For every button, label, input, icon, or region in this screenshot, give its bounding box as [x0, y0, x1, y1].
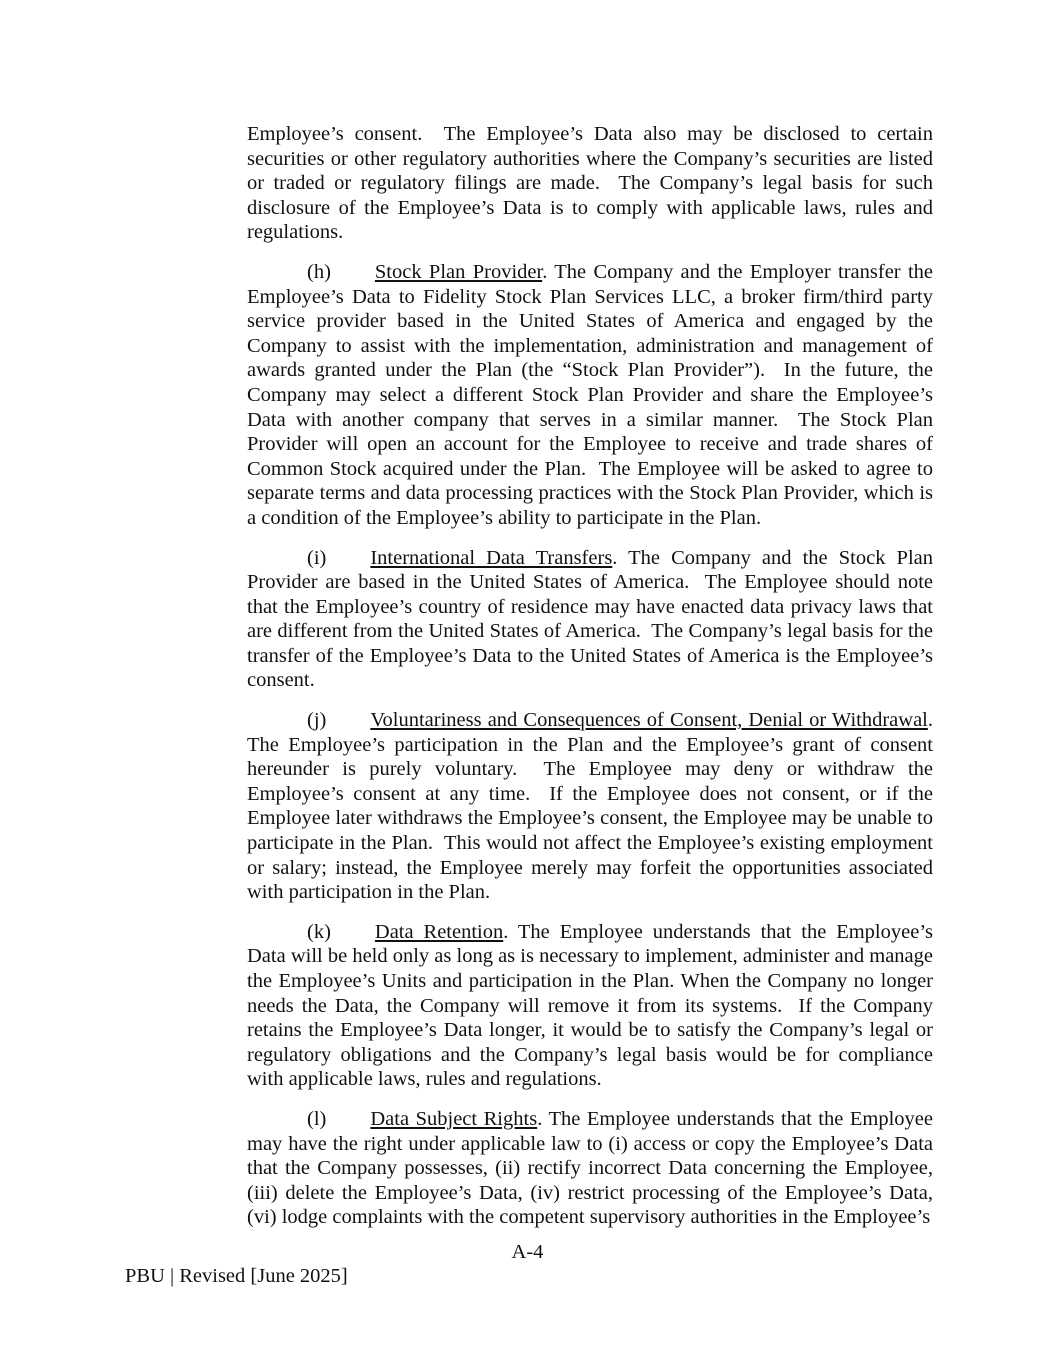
paragraph-text: . The Employee’s participation in the Plan and the Employee’s grant of consent hereunder is purely voluntary. The Employee may deny or withdraw the Employee’s consent at any time. If the Employee does not consent, or if the Employee later withdraws the Employee’s consent, the Employee may be unable to participate in the Plan. This would not affect the Employee’s existing employment or salary; instead, the Employee merely may forfeit the opportunities associated with participation in the Plan. — [247, 709, 939, 904]
paragraph-text: Employee’s consent. The Employee’s Data also may be disclosed to certain securities or other regulatory authorities where the Company’s securities are listed or traded or regulatory filings are made. The Company’s legal basis for such disclosure of the Employee’s Data is to comply with applicable laws, rules and regulations. — [247, 123, 939, 244]
paragraph-text: . The Company and the Stock Plan Provider are based in the United States of America. The Employee should note that the Employee’s country of residence may have enacted data privacy laws that are different from the United States of America. The Company’s legal basis for the transfer of the Employee’s Data to the United States of America is the Employee’s consent. — [247, 546, 939, 692]
paragraph-text: . The Company and the Employer transfer the Employee’s Data to Fidelity Stock Plan Services LLC, a broker firm/third party service provider based in the United States of America and engaged by the Company to assist with the implementation, administration and management of awards granted under the Plan (the “Stock Plan Provider”). In the future, the Company may select a different Stock Plan Provider and share the Employee’s Data with another company that serves in a similar manner. The Stock Plan Provider will open an account for the Employee to receive and trade shares of Common Stock acquired under the Plan. The Employee will be asked to agree to separate terms and data processing practices with the Stock Plan Provider, which is a condition of the Employee’s ability to participate in the Plan. — [247, 260, 939, 529]
paragraph-heading: Data Subject Rights — [370, 1107, 538, 1130]
paragraph-letter: (k) — [307, 920, 331, 943]
paragraph-g-continuation — [247, 122, 939, 245]
paragraph-l-data-subject-rights — [247, 1107, 939, 1230]
paragraph-i-international-data-transfers — [247, 546, 939, 694]
document-body — [247, 122, 939, 1245]
paragraph-heading: Voluntariness and Consequences of Consent, Denial or Withdrawal — [370, 709, 928, 732]
footer-revision-label: PBU | Revised [June 2025] — [125, 1265, 348, 1287]
paragraph-text: . The Employee understands that the Employee may have the right under applicable law to (i) access or copy the Employee’s Data that the Company possesses, (ii) rectify incorrect Data concerning the Employee, (iii) delete the Employee’s Data, (iv) restrict processing of the Employee’s Data, (vi) lodge complaints with the competent supervisory authorities in the Employee’s — [247, 1107, 939, 1229]
paragraph-k-data-retention — [247, 920, 939, 1092]
paragraph-letter: (h) — [307, 260, 331, 283]
paragraph-heading: Data Retention — [374, 920, 504, 943]
paragraph-heading: Stock Plan Provider — [374, 260, 543, 283]
paragraph-letter: (i) — [307, 546, 327, 569]
paragraph-letter: (l) — [307, 1107, 327, 1130]
paragraph-letter: (j) — [307, 709, 327, 732]
paragraph-h-stock-plan-provider — [247, 260, 939, 531]
paragraph-heading: International Data Transfers — [370, 546, 613, 569]
paragraph-text: . The Employee understands that the Employee’s Data will be held only as long as is necessary to implement, administer and manage the Employee’s Units and participation in the Plan. When the Company no longer needs the Data, the Company will remove it from its systems. If the Company retains the Employee’s Data longer, it would be to satisfy the Company’s legal or regulatory obligations and the Company’s legal basis would be for compliance with applicable laws, rules and regulations. — [247, 920, 939, 1091]
paragraph-j-voluntariness — [247, 708, 939, 905]
page-number: A-4 — [511, 1241, 544, 1263]
